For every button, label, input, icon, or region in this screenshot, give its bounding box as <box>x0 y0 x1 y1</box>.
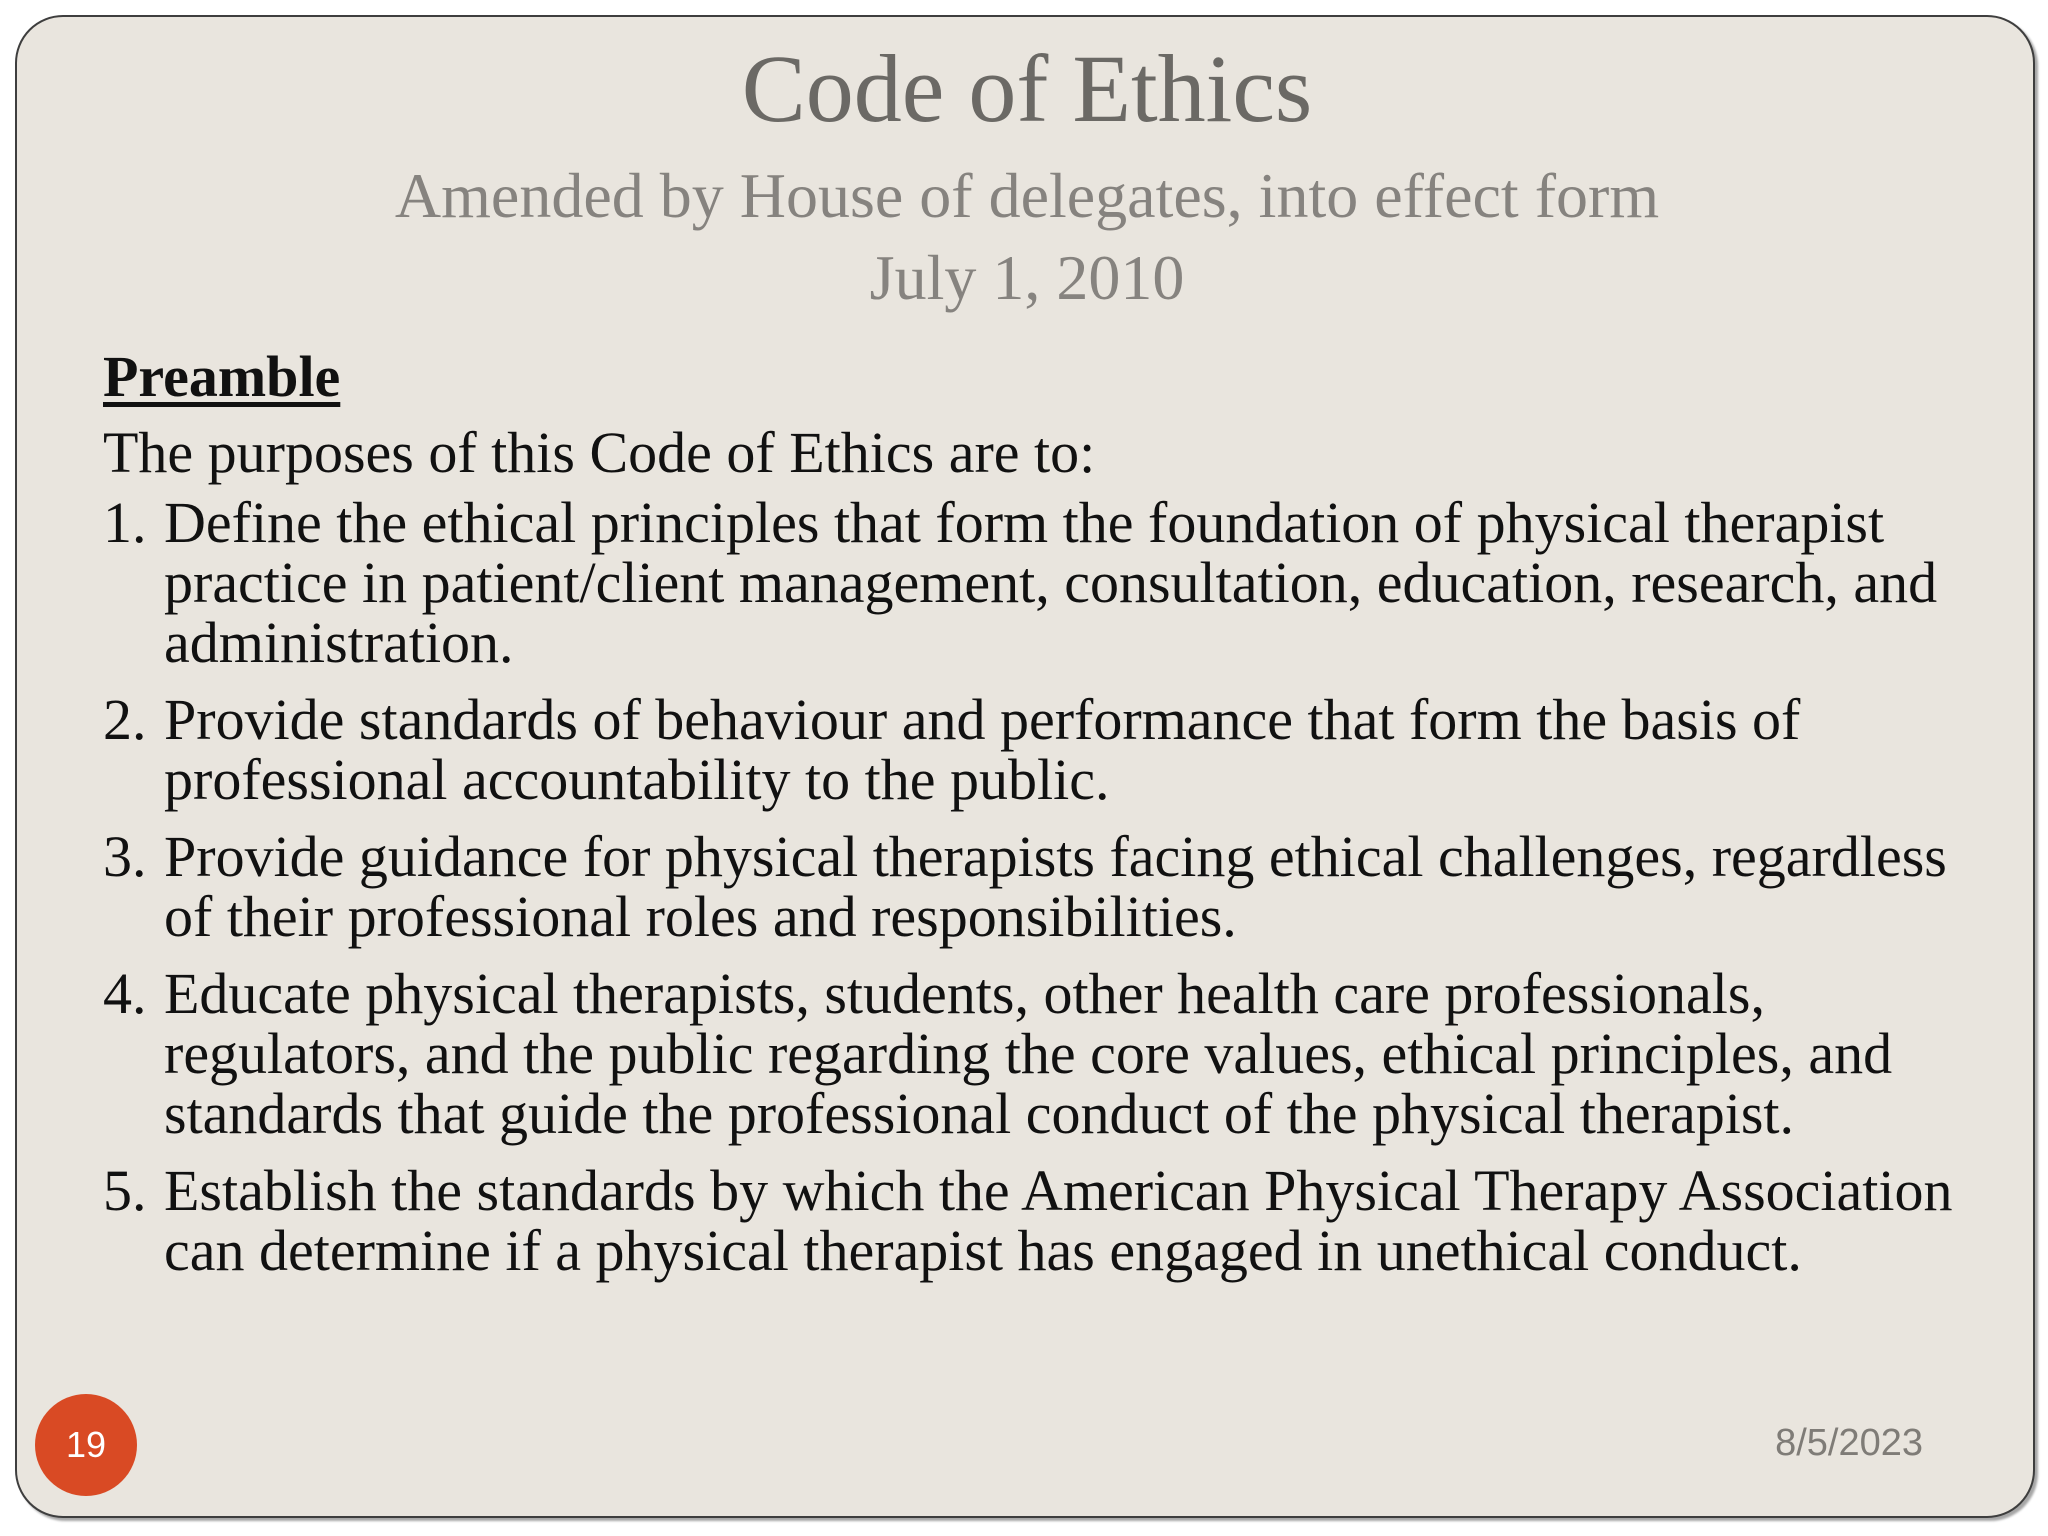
list-item <box>103 961 2003 1146</box>
slide-body <box>103 339 2003 1298</box>
slide-title: Code of Ethics <box>741 35 1313 142</box>
list-item <box>103 490 2003 675</box>
list-item-number: 1. <box>103 490 147 555</box>
list-item-number: 3. <box>103 824 147 889</box>
slide <box>15 15 2035 1518</box>
preamble-heading: Preamble <box>103 344 341 409</box>
list-item-text: Establish the standards by which the American Physical Therapy Association can determine if a physical therapist has engaged in unethical conduct. <box>164 1158 1953 1283</box>
intro-text: The purposes of this Code of Ethics are to: <box>103 420 1096 485</box>
slide-date: 8/5/2023 <box>1775 1422 1923 1464</box>
list-item-text: Provide guidance for physical therapists facing ethical challenges, regardless of their professional roles and responsibilities. <box>164 824 1947 949</box>
list-item-number: 5. <box>103 1158 147 1223</box>
list-item-text: Provide standards of behaviour and performance that form the basis of professional accountability to the public. <box>164 687 1801 812</box>
list-item <box>103 824 2003 949</box>
purposes-list <box>103 490 2003 1283</box>
page-number-badge: 19 <box>35 1394 137 1496</box>
list-item-number: 4. <box>103 961 147 1026</box>
subtitle-line-2: July 1, 2010 <box>869 242 1185 313</box>
list-item <box>103 687 2003 812</box>
slide-subtitle <box>17 155 2035 319</box>
list-item-number: 2. <box>103 687 147 752</box>
list-item-text: Define the ethical principles that form the foundation of physical therapist practice in patient/client management, consultation, education, research, and administration. <box>164 490 1938 675</box>
list-item <box>103 1158 2003 1283</box>
list-item-text: Educate physical therapists, students, other health care professionals, regulators, and the public regarding the core values, ethical principles, and standards that guide the professional conduct of the physical therapist. <box>164 961 1893 1146</box>
subtitle-line-1: Amended by House of delegates, into effect form <box>394 160 1660 231</box>
